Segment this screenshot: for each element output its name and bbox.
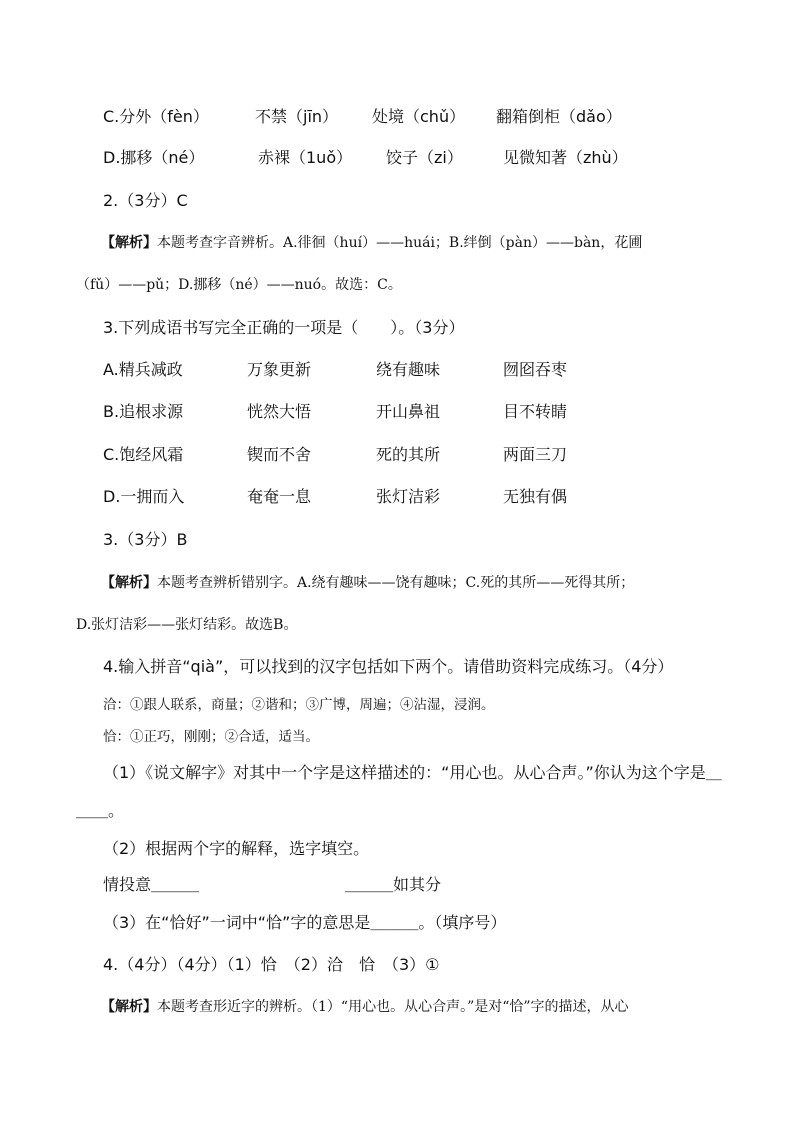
option-d-item-4: 见微知著（zhù）: [503, 148, 628, 167]
q3-explanation-line-2: D.张灯洁彩——张灯结彩。故选B。: [76, 617, 298, 633]
q2-answer: 2.（3分）C: [103, 191, 188, 210]
q2-explanation-line-2: （fǔ）——pǔ；D.挪移（né）——nuó。故选：C。: [76, 277, 402, 293]
q3-option-b-1: B.追根求源: [103, 402, 184, 421]
explanation-tag: 【解析】: [101, 999, 157, 1015]
q3-option-d-2: 奄奄一息: [247, 487, 312, 506]
q3-option-c-1: C.饱经风霜: [103, 445, 184, 464]
q4-sub3: （3）在“恰好”一词中“恰”字的意思是＿＿＿。（填序号）: [103, 913, 507, 932]
q3-option-c-2: 锲而不舍: [247, 445, 312, 464]
explanation-text: 本题考查字音辨析。A.徘徊（huí）——huái；B.绊倒（pàn）——bàn，花圃: [157, 235, 643, 251]
q3-option-a-2: 万象更新: [247, 360, 312, 379]
q4-definition-qia-2: 恰：①正巧，刚刚；②合适，适当。: [103, 729, 319, 745]
q3-option-b-4: 目不转睛: [503, 402, 568, 421]
option-d-item-1: D.挪移（né）: [103, 148, 205, 167]
q4-sub2: （2）根据两个字的解释，选字填空。: [103, 839, 370, 858]
q3-option-d-4: 无独有偶: [503, 487, 568, 506]
explanation-text: 本题考查形近字的辨析。（1）“用心也。从心合声。”是对“恰”字的描述，从心: [157, 999, 629, 1015]
option-c-item-1: C.分外（fèn）: [103, 107, 209, 126]
q4-definition-qia-1: 洽：①跟人联系，商量；②谐和；③广博，周遍；④沾湿，浸润。: [103, 697, 495, 713]
q4-sub1-line-1: （1）《说文解字》对其中一个字是这样描述的：“用心也。从心合声。”你认为这个字是＿: [103, 763, 722, 782]
q3-answer: 3.（3分）B: [103, 530, 188, 549]
q3-option-a-4: 囫囵吞枣: [503, 360, 568, 379]
q4-blank-1: 情投意＿＿＿: [103, 875, 200, 894]
q4-explanation-line-1: [101, 996, 629, 1018]
option-d-item-2: 赤裸（1uǒ）: [258, 148, 353, 167]
q3-option-a-1: A.精兵减政: [103, 360, 183, 379]
option-c-item-3: 处境（chǔ）: [372, 107, 466, 126]
q3-option-d-1: D.一拥而入: [103, 487, 185, 506]
explanation-tag: 【解析】: [101, 575, 157, 591]
explanation-tag: 【解析】: [101, 235, 157, 251]
explanation-text: 本题考查辨析错别字。A.绕有趣味——饶有趣味；C.死的其所——死得其所；: [157, 575, 635, 591]
q4-question: 4.输入拼音“qià”，可以找到的汉字包括如下两个。请借助资料完成练习。（4分）: [103, 657, 674, 676]
q4-blank-2: ＿＿＿如其分: [345, 875, 442, 894]
q3-question: 3.下列成语书写完全正确的一项是（ ）。（3分）: [103, 318, 465, 337]
q4-sub1-line-2: ＿＿。: [76, 801, 125, 820]
option-c-item-2: 不禁（jīn）: [255, 107, 339, 126]
q3-option-c-3: 死的其所: [376, 445, 441, 464]
q3-option-b-3: 开山鼻祖: [376, 402, 441, 421]
q4-answer: 4.（4分）（4分）（1）恰 （2）洽 恰 （3）①: [103, 955, 440, 974]
q3-option-c-4: 两面三刀: [503, 445, 568, 464]
q3-option-d-3: 张灯洁彩: [376, 487, 441, 506]
option-c-item-4: 翻箱倒柜（dǎo）: [496, 107, 622, 126]
q3-option-b-2: 恍然大悟: [247, 402, 312, 421]
q2-explanation-line-1: [101, 232, 642, 254]
q3-explanation-line-1: [101, 572, 634, 594]
option-d-item-3: 饺子（zi）: [386, 148, 463, 167]
q3-option-a-3: 绕有趣味: [376, 360, 441, 379]
